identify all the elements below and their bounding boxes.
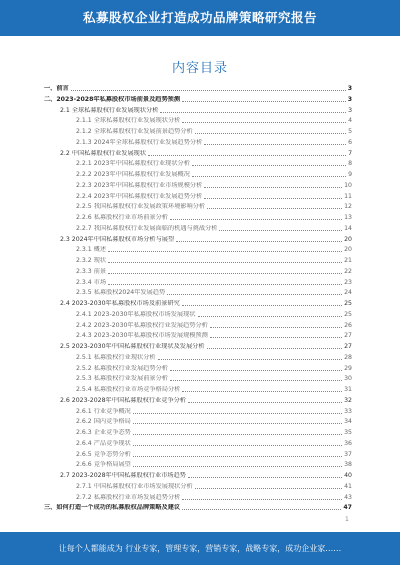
toc-entry-page: 28: [344, 353, 352, 361]
toc-leader-dots: [182, 499, 342, 500]
toc-leader-dots: [133, 413, 342, 414]
toc-entry[interactable]: [60, 396, 352, 405]
toc-entry-label: 一、前言: [44, 85, 69, 92]
toc-entry-page: 43: [344, 493, 352, 501]
toc-leader-dots: [133, 466, 342, 467]
toc-leader-dots: [167, 294, 342, 295]
toc-leader-dots: [158, 359, 343, 360]
toc-entry-page: 34: [344, 418, 352, 426]
toc-entry[interactable]: [76, 127, 352, 136]
toc-entry-label: 2.5.4 私募股权行业市场竞争格局分析: [76, 386, 181, 393]
toc-entry-label: 2.7.1 中国私募股权行业市场发展现状分析: [76, 482, 193, 490]
toc-entry-label: 2.3.3 前景: [76, 267, 107, 275]
toc-entry[interactable]: [76, 428, 352, 437]
table-of-contents: [0, 84, 400, 524]
toc-entry[interactable]: [76, 353, 352, 362]
toc-entry-page: 32: [344, 396, 352, 404]
toc-leader-dots: [198, 316, 343, 317]
toc-entry-label: 2.1 全球私募股权行业发展现状分析: [60, 106, 159, 114]
toc-entry-label: 二、2023-2028年私募股权市场前景及趋势预测: [44, 95, 181, 103]
toc-entry-label: 2.6.5 竞争态势分析: [76, 450, 131, 458]
toc-entry[interactable]: [60, 235, 352, 244]
toc-entry[interactable]: [76, 407, 352, 416]
toc-entry[interactable]: [76, 278, 352, 287]
toc-entry-label: 2.4 2023-2030年私募股权市场及前景研究: [60, 300, 180, 307]
toc-entry-page: 20: [344, 246, 352, 254]
toc-leader-dots: [219, 230, 342, 231]
toc-leader-dots: [170, 370, 342, 371]
toc-entry-label: 2.2 中国私募股权行业发展现状: [60, 149, 147, 157]
toc-heading: 内容目录: [171, 61, 228, 76]
toc-entry-page: 11: [344, 192, 352, 200]
toc-leader-dots: [210, 337, 342, 338]
toc-entry-page: 14: [344, 224, 352, 232]
toc-entry-page: 47: [343, 504, 352, 512]
toc-entry-label: 2.2.4 2023年中国私募股权行业发展趋势分析: [76, 192, 203, 200]
toc-leader-dots: [108, 273, 342, 274]
toc-leader-dots: [170, 380, 342, 381]
toc-entry-label: 2.6.3 企业竞争态势: [76, 429, 131, 436]
toc-entry-label: 2.2.2 2023年中国私募股权行业发展概况: [76, 171, 190, 178]
toc-leader-dots: [204, 187, 342, 188]
toc-entry-label: 2.6.6 竞争格局展望: [76, 461, 131, 469]
toc-entry-label: 2.2.7 我国私募股权行业发展面临的机遇与挑战分析: [76, 224, 218, 232]
page-marker: 1: [345, 516, 349, 523]
toc-entry[interactable]: [76, 224, 352, 233]
toc-entry-label: 2.3.5 私募股权2024年发展趋势: [76, 289, 166, 297]
toc-entry-page: 3: [347, 85, 352, 92]
toc-entry-label: 2.6.2 国内竞争格局: [76, 418, 131, 426]
toc-entry-page: 23: [344, 278, 352, 286]
toc-entry-page: 37: [344, 450, 352, 458]
toc-entry[interactable]: [76, 267, 352, 276]
toc-leader-dots: [108, 284, 342, 285]
toc-entry[interactable]: [76, 202, 352, 211]
toc-entry[interactable]: [60, 299, 352, 308]
toc-entry-label: 2.7.2 私募股权行业市场发展趋势分析: [76, 493, 181, 501]
toc-entry[interactable]: [76, 192, 352, 201]
toc-entry[interactable]: [76, 245, 352, 254]
toc-entry[interactable]: [76, 170, 352, 179]
toc-leader-dots: [182, 305, 342, 306]
toc-entry-label: 2.6.4 产品竞争现状: [76, 439, 131, 447]
toc-entry-label: 2.5.2 私募股权行业发展趋势分析: [76, 364, 168, 372]
toc-leader-dots: [207, 208, 342, 209]
toc-entry-page: 22: [344, 267, 352, 275]
toc-entry-page: 27: [344, 343, 352, 350]
toc-entry-page: 26: [344, 321, 352, 329]
toc-entry-page: 3: [348, 106, 352, 114]
toc-entry-label: 2.2.3 2023年中国私募股权行业市场规模分析: [76, 181, 203, 189]
toc-entry-page: 7: [348, 149, 352, 157]
toc-entry-page: 10: [344, 181, 352, 189]
toc-entry-label: 2.2.5 我国私募股权行业发展政策环境影响分析: [76, 203, 206, 211]
toc-leader-dots: [182, 101, 346, 102]
toc-entry[interactable]: [76, 331, 352, 340]
toc-entry[interactable]: [76, 288, 352, 297]
toc-entry[interactable]: [76, 417, 352, 426]
toc-entry[interactable]: [76, 493, 352, 502]
toc-entry-page: 41: [344, 482, 352, 490]
toc-entry-label: 2.4.2 2023-2030年私募股权行业发展趋势分析: [76, 321, 208, 329]
toc-entry-label: 2.5.3 私募股权行业发展前景分析: [76, 375, 168, 383]
toc-entry[interactable]: [76, 116, 352, 125]
toc-entry-page: 29: [344, 364, 352, 372]
toc-entry[interactable]: [44, 95, 352, 104]
toc-leader-dots: [133, 445, 342, 446]
toc-entry-page: 4: [348, 117, 352, 125]
toc-leader-dots: [192, 165, 346, 166]
toc-entry-label: 2.6.1 行业竞争概况: [76, 407, 131, 415]
toc-entry-label: 2.3.2 现状: [76, 257, 107, 264]
toc-entry-page: 36: [344, 439, 352, 447]
toc-entry[interactable]: [76, 138, 352, 147]
toc-entry-page: 5: [348, 128, 352, 135]
toc-leader-dots: [210, 327, 342, 328]
toc-entry[interactable]: [76, 159, 352, 168]
toc-entry-label: 三、如何打造一个成功的私募股权品牌策略及建议: [44, 504, 181, 512]
toc-entry-label: 2.2.1 2023年中国私募股权行业现状分析: [76, 160, 190, 168]
toc-entry[interactable]: [76, 310, 352, 319]
toc-entry[interactable]: [76, 364, 352, 373]
toc-entry-label: 2.2.6 私募股权行业市场前景分析: [76, 214, 168, 221]
toc-entry[interactable]: [76, 385, 352, 394]
toc-entry-page: 8: [348, 160, 352, 168]
toc-entry-label: 2.3.4 市场: [76, 278, 107, 286]
toc-entry[interactable]: [60, 106, 352, 115]
toc-leader-dots: [71, 90, 346, 91]
toc-leader-dots: [160, 112, 346, 113]
toc-leader-dots: [148, 155, 346, 156]
toc-entry[interactable]: [76, 450, 352, 459]
toc-leader-dots: [182, 391, 342, 392]
toc-entry[interactable]: [76, 439, 352, 448]
toc-entry-label: 2.7 2023-2028年中国私募股权行业市场趋势: [60, 472, 186, 479]
toc-leader-dots: [170, 219, 342, 220]
toc-leader-dots: [182, 509, 341, 510]
toc-leader-dots: [108, 251, 342, 252]
toc-entry-page: 13: [344, 214, 352, 221]
toc-entry-page: 27: [344, 332, 352, 340]
toc-entry-page: 6: [348, 138, 352, 146]
toc-entry[interactable]: [76, 482, 352, 491]
toc-leader-dots: [192, 176, 346, 177]
toc-leader-dots: [176, 241, 342, 242]
toc-entry-page: 35: [344, 429, 352, 436]
report-title: 私募股权企业打造成功品牌策略研究报告: [82, 10, 317, 25]
toc-entry[interactable]: [60, 471, 352, 480]
toc-leader-dots: [195, 133, 346, 134]
toc-entry-label: 2.1.3 2024年全球私募股权行业发展趋势分析: [76, 138, 203, 146]
toc-entry-page: 9: [348, 171, 352, 178]
toc-entry-page: 21: [344, 257, 352, 264]
toc-entry-label: 2.5.1 私募股权行业现状分析: [76, 353, 156, 361]
toc-entry-page: 25: [344, 310, 352, 318]
footer-slogan: 让每个人都能成为 行业专家，管理专家，营销专家，战略专家，成功企业家……: [58, 544, 342, 553]
toc-entry-page: 20: [344, 235, 352, 243]
toc-entry-page: 40: [344, 472, 352, 479]
toc-entry-page: 31: [344, 386, 352, 393]
toc-leader-dots: [133, 423, 342, 424]
toc-entry[interactable]: [60, 149, 352, 158]
toc-entry-page: 24: [344, 289, 352, 297]
toc-entry-page: 38: [344, 461, 352, 469]
toc-leader-dots: [133, 456, 342, 457]
toc-leader-dots: [133, 434, 342, 435]
toc-entry-label: 2.5 2023-2030年中国私募股权行业现状及发展分析: [60, 343, 205, 350]
toc-entry-label: 2.4.3 2023-2030年私募股权市场发展规模预测: [76, 332, 208, 340]
toc-entry-label: 2.1.1 全球私募股权行业发展现状分析: [76, 117, 181, 125]
toc-leader-dots: [188, 477, 342, 478]
toc-entry[interactable]: [60, 342, 352, 351]
toc-entry[interactable]: [76, 256, 352, 265]
toc-entry[interactable]: [76, 460, 352, 469]
toc-leader-dots: [207, 348, 343, 349]
toc-leader-dots: [188, 402, 342, 403]
toc-leader-dots: [195, 488, 342, 489]
toc-entry-page: 25: [344, 300, 352, 307]
toc-entry-label: 2.6 2023-2028年中国私募股权行业竞争分析: [60, 396, 186, 404]
toc-entry-page: 3: [347, 95, 352, 103]
toc-leader-dots: [182, 122, 346, 123]
toc-entry[interactable]: [76, 374, 352, 383]
toc-leader-dots: [204, 144, 346, 145]
toc-entry[interactable]: [76, 321, 352, 330]
toc-entry-page: 30: [344, 375, 352, 383]
toc-entry-page: 12: [344, 203, 352, 211]
toc-leader-dots: [108, 262, 342, 263]
toc-leader-dots: [204, 198, 342, 199]
toc-entry[interactable]: [76, 181, 352, 190]
toc-entry-label: 2.4.1 2023-2030年私募股权市场发展现状: [76, 310, 196, 318]
toc-entry[interactable]: [76, 213, 352, 222]
toc-entry-label: 2.1.2 全球私募股权行业发展前景趋势分析: [76, 128, 193, 135]
toc-entry[interactable]: [44, 84, 352, 93]
toc-entry-label: 2.3 2024年中国私募股权市场分析与展望: [60, 235, 175, 243]
toc-entry-label: 2.3.1 概述: [76, 246, 107, 254]
toc-entry-page: 33: [344, 407, 352, 415]
toc-entry[interactable]: [44, 503, 352, 512]
